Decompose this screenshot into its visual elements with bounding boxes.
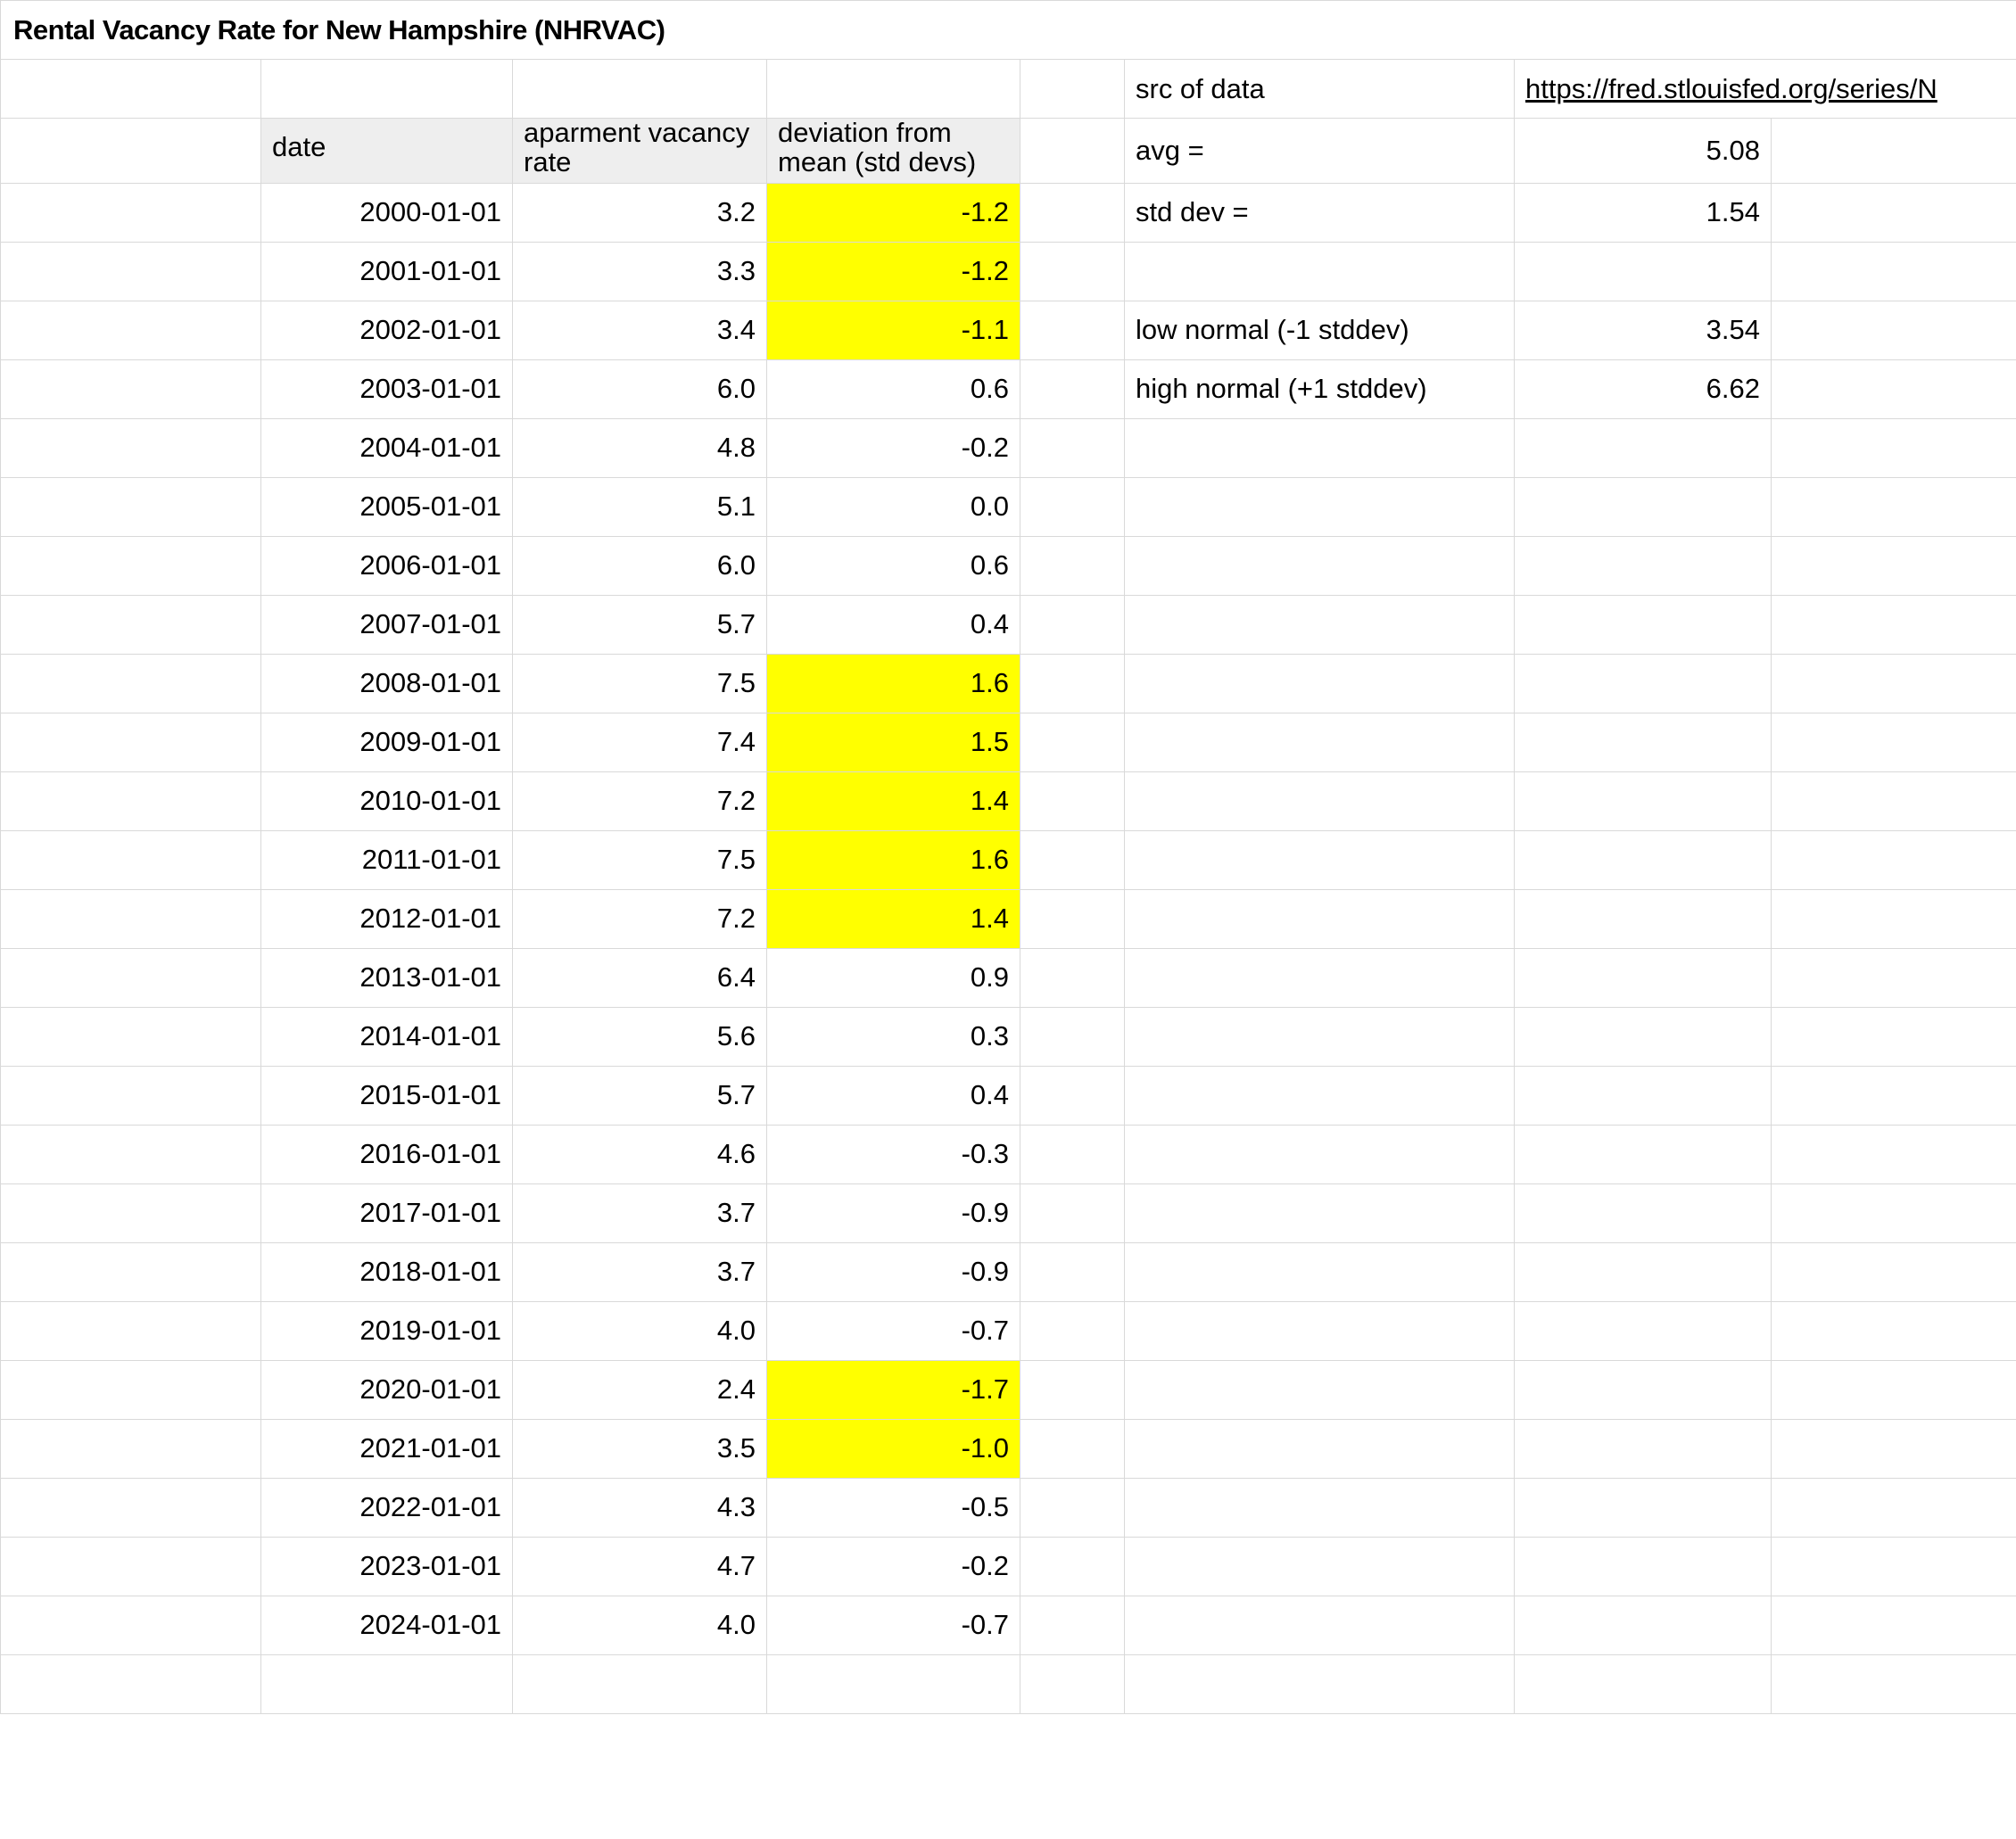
- cell-blank: [1515, 830, 1772, 889]
- cell-blank: [1, 536, 261, 595]
- cell-blank: [1772, 536, 2016, 595]
- cell-blank: [1515, 889, 1772, 948]
- cell-blank: [1125, 242, 1515, 301]
- cell-date: 2013-01-01: [261, 948, 513, 1007]
- cell-blank: [1020, 889, 1125, 948]
- cell-date: 2010-01-01: [261, 771, 513, 830]
- cell-date: 2008-01-01: [261, 654, 513, 713]
- cell-blank: [1125, 595, 1515, 654]
- cell-blank: [1, 1596, 261, 1654]
- cell-blank: [1772, 595, 2016, 654]
- stat-label: high normal (+1 stddev): [1125, 359, 1515, 418]
- cell-vacancy-rate: 3.4: [513, 301, 767, 359]
- cell-blank: [1020, 1242, 1125, 1301]
- stat-label: low normal (-1 stddev): [1125, 301, 1515, 359]
- cell-blank: [1772, 242, 2016, 301]
- source-label: src of data: [1125, 60, 1515, 119]
- table-row: [1, 1360, 2016, 1419]
- cell-vacancy-rate: 3.3: [513, 242, 767, 301]
- table-row: [1, 183, 2016, 242]
- cell-blank: [1515, 1066, 1772, 1125]
- cell-deviation: -1.7: [767, 1360, 1020, 1419]
- cell-date: 2005-01-01: [261, 477, 513, 536]
- cell-blank: [1, 1125, 261, 1183]
- cell-deviation: -0.5: [767, 1478, 1020, 1537]
- cell-blank: [261, 1654, 513, 1713]
- cell-deviation: -0.7: [767, 1596, 1020, 1654]
- table-row: [1, 1242, 2016, 1301]
- cell-deviation: -1.1: [767, 301, 1020, 359]
- cell-deviation: 0.6: [767, 359, 1020, 418]
- cell-blank: [1020, 948, 1125, 1007]
- cell-deviation: 1.5: [767, 713, 1020, 771]
- cell-blank: [1, 889, 261, 948]
- cell-blank: [1020, 595, 1125, 654]
- table-row: [1, 1419, 2016, 1478]
- cell-vacancy-rate: 3.5: [513, 1419, 767, 1478]
- cell-blank: [1515, 1596, 1772, 1654]
- cell-deviation: -1.2: [767, 242, 1020, 301]
- cell-blank: [1515, 654, 1772, 713]
- cell-blank: [1772, 889, 2016, 948]
- column-header-rate: aparment vacancy rate: [513, 119, 767, 184]
- cell-blank: [1515, 536, 1772, 595]
- cell-vacancy-rate: 4.3: [513, 1478, 767, 1537]
- cell-date: 2021-01-01: [261, 1419, 513, 1478]
- cell-blank: [1772, 119, 2016, 184]
- cell-vacancy-rate: 7.2: [513, 771, 767, 830]
- cell-blank: [1125, 654, 1515, 713]
- cell-vacancy-rate: 7.5: [513, 654, 767, 713]
- cell-blank: [1125, 1360, 1515, 1419]
- cell-blank: [1, 242, 261, 301]
- cell-blank: [261, 60, 513, 119]
- table-row: [1, 830, 2016, 889]
- cell-blank: [1515, 595, 1772, 654]
- cell-blank: [1125, 830, 1515, 889]
- table-row: [1, 595, 2016, 654]
- table-row: [1, 242, 2016, 301]
- cell-blank: [1125, 536, 1515, 595]
- cell-blank: [1125, 1301, 1515, 1360]
- cell-vacancy-rate: 7.2: [513, 889, 767, 948]
- cell-vacancy-rate: 5.7: [513, 1066, 767, 1125]
- cell-blank: [1125, 713, 1515, 771]
- cell-date: 2018-01-01: [261, 1242, 513, 1301]
- cell-blank: [1020, 1360, 1125, 1419]
- source-link[interactable]: https://fred.stlouisfed.org/series/N: [1515, 60, 2016, 119]
- cell-blank: [1020, 771, 1125, 830]
- cell-date: 2024-01-01: [261, 1596, 513, 1654]
- cell-blank: [1020, 60, 1125, 119]
- cell-blank: [1125, 1125, 1515, 1183]
- cell-deviation: -0.7: [767, 1301, 1020, 1360]
- cell-blank: [1772, 1301, 2016, 1360]
- cell-vacancy-rate: 6.4: [513, 948, 767, 1007]
- cell-blank: [1772, 1125, 2016, 1183]
- cell-blank: [1772, 1419, 2016, 1478]
- cell-blank: [1125, 1007, 1515, 1066]
- cell-blank: [1020, 1183, 1125, 1242]
- cell-vacancy-rate: 3.2: [513, 183, 767, 242]
- cell-blank: [1772, 359, 2016, 418]
- cell-blank: [1020, 1596, 1125, 1654]
- cell-blank: [1772, 1007, 2016, 1066]
- header-row: [1, 119, 2016, 184]
- cell-deviation: 0.9: [767, 948, 1020, 1007]
- cell-vacancy-rate: 4.0: [513, 1301, 767, 1360]
- cell-date: 2019-01-01: [261, 1301, 513, 1360]
- cell-blank: [1020, 1007, 1125, 1066]
- cell-blank: [1125, 418, 1515, 477]
- cell-date: 2017-01-01: [261, 1183, 513, 1242]
- cell-blank: [1515, 477, 1772, 536]
- stat-label: std dev =: [1125, 183, 1515, 242]
- cell-blank: [1772, 654, 2016, 713]
- cell-blank: [1772, 1066, 2016, 1125]
- cell-blank: [1515, 1242, 1772, 1301]
- cell-blank: [1020, 1537, 1125, 1596]
- cell-blank: [1125, 1478, 1515, 1537]
- table-row: [1, 1066, 2016, 1125]
- cell-blank: [1, 418, 261, 477]
- cell-deviation: 1.4: [767, 889, 1020, 948]
- grid-body: [1, 1, 2016, 184]
- cell-blank: [1, 1537, 261, 1596]
- cell-blank: [1515, 948, 1772, 1007]
- cell-blank: [1772, 1360, 2016, 1419]
- cell-blank: [1, 713, 261, 771]
- cell-blank: [1, 60, 261, 119]
- cell-deviation: -0.3: [767, 1125, 1020, 1183]
- cell-deviation: -1.2: [767, 183, 1020, 242]
- cell-blank: [1515, 1654, 1772, 1713]
- cell-blank: [1, 1419, 261, 1478]
- cell-date: 2001-01-01: [261, 242, 513, 301]
- cell-blank: [1, 771, 261, 830]
- cell-vacancy-rate: 4.0: [513, 1596, 767, 1654]
- cell-vacancy-rate: 4.6: [513, 1125, 767, 1183]
- cell-blank: [1515, 1183, 1772, 1242]
- cell-blank: [1772, 1654, 2016, 1713]
- cell-deviation: -0.2: [767, 418, 1020, 477]
- cell-blank: [1125, 771, 1515, 830]
- cell-blank: [1, 948, 261, 1007]
- table-row: [1, 654, 2016, 713]
- cell-blank: [1, 1478, 261, 1537]
- cell-blank: [1772, 301, 2016, 359]
- cell-blank: [1020, 830, 1125, 889]
- cell-blank: [1772, 183, 2016, 242]
- cell-blank: [1125, 1654, 1515, 1713]
- cell-blank: [1772, 418, 2016, 477]
- cell-blank: [1020, 1066, 1125, 1125]
- cell-blank: [1020, 536, 1125, 595]
- cell-deviation: 1.6: [767, 830, 1020, 889]
- table-row: [1, 1537, 2016, 1596]
- cell-blank: [513, 1654, 767, 1713]
- stat-value: 1.54: [1515, 183, 1772, 242]
- column-header-deviation: deviation from mean (std devs): [767, 119, 1020, 184]
- cell-blank: [1125, 477, 1515, 536]
- cell-date: 2000-01-01: [261, 183, 513, 242]
- cell-date: 2023-01-01: [261, 1537, 513, 1596]
- data-rows: [1, 183, 2016, 1713]
- cell-blank: [1125, 1066, 1515, 1125]
- cell-deviation: 1.6: [767, 654, 1020, 713]
- cell-date: 2012-01-01: [261, 889, 513, 948]
- cell-date: 2003-01-01: [261, 359, 513, 418]
- cell-date: 2015-01-01: [261, 1066, 513, 1125]
- cell-blank: [1772, 713, 2016, 771]
- cell-blank: [1020, 242, 1125, 301]
- cell-vacancy-rate: 3.7: [513, 1183, 767, 1242]
- cell-blank: [1515, 1478, 1772, 1537]
- cell-vacancy-rate: 3.7: [513, 1242, 767, 1301]
- table-row: [1, 1301, 2016, 1360]
- cell-deviation: -0.2: [767, 1537, 1020, 1596]
- cell-blank: [1020, 1419, 1125, 1478]
- cell-date: 2009-01-01: [261, 713, 513, 771]
- cell-vacancy-rate: 2.4: [513, 1360, 767, 1419]
- cell-date: 2004-01-01: [261, 418, 513, 477]
- cell-blank: [1772, 1183, 2016, 1242]
- cell-blank: [1020, 418, 1125, 477]
- cell-blank: [1772, 830, 2016, 889]
- cell-vacancy-rate: 5.1: [513, 477, 767, 536]
- cell-blank: [1125, 948, 1515, 1007]
- table-row: [1, 1596, 2016, 1654]
- cell-date: 2011-01-01: [261, 830, 513, 889]
- cell-blank: [1020, 301, 1125, 359]
- table-row: [1, 536, 2016, 595]
- cell-blank: [1, 1066, 261, 1125]
- cell-blank: [1020, 1125, 1125, 1183]
- cell-vacancy-rate: 6.0: [513, 359, 767, 418]
- cell-blank: [1515, 713, 1772, 771]
- cell-blank: [1515, 1125, 1772, 1183]
- table-row: [1, 771, 2016, 830]
- cell-deviation: 0.4: [767, 595, 1020, 654]
- cell-blank: [1772, 1242, 2016, 1301]
- table-row: [1, 301, 2016, 359]
- cell-blank: [1, 595, 261, 654]
- table-row: [1, 1125, 2016, 1183]
- column-header-date: date: [261, 119, 513, 184]
- cell-blank: [1, 654, 261, 713]
- table-row-empty: [1, 1654, 2016, 1713]
- table-row: [1, 359, 2016, 418]
- cell-vacancy-rate: 5.6: [513, 1007, 767, 1066]
- cell-blank: [1020, 713, 1125, 771]
- cell-blank: [1020, 1301, 1125, 1360]
- cell-blank: [1020, 654, 1125, 713]
- cell-deviation: 0.0: [767, 477, 1020, 536]
- cell-blank: [1125, 1242, 1515, 1301]
- cell-blank: [1, 119, 261, 184]
- cell-date: 2006-01-01: [261, 536, 513, 595]
- cell-deviation: -0.9: [767, 1183, 1020, 1242]
- table-row: [1, 1007, 2016, 1066]
- cell-blank: [1020, 183, 1125, 242]
- stat-value: 3.54: [1515, 301, 1772, 359]
- cell-blank: [1772, 1537, 2016, 1596]
- cell-blank: [1125, 1183, 1515, 1242]
- cell-blank: [1125, 889, 1515, 948]
- cell-blank: [1, 830, 261, 889]
- cell-blank: [1772, 948, 2016, 1007]
- cell-blank: [1515, 242, 1772, 301]
- avg-value: 5.08: [1515, 119, 1772, 184]
- cell-deviation: 0.6: [767, 536, 1020, 595]
- cell-deviation: -1.0: [767, 1419, 1020, 1478]
- source-row: [1, 60, 2016, 119]
- table-row: [1, 418, 2016, 477]
- cell-blank: [1125, 1537, 1515, 1596]
- cell-blank: [1772, 771, 2016, 830]
- cell-blank: [1772, 1478, 2016, 1537]
- cell-blank: [1, 1242, 261, 1301]
- cell-blank: [1020, 477, 1125, 536]
- cell-vacancy-rate: 4.7: [513, 1537, 767, 1596]
- cell-blank: [1, 1360, 261, 1419]
- table-row: [1, 1478, 2016, 1537]
- cell-date: 2016-01-01: [261, 1125, 513, 1183]
- table-row: [1, 713, 2016, 771]
- title-row: [1, 1, 2016, 60]
- cell-blank: [1, 183, 261, 242]
- cell-blank: [1515, 1360, 1772, 1419]
- cell-vacancy-rate: 7.4: [513, 713, 767, 771]
- cell-blank: [1515, 418, 1772, 477]
- cell-blank: [1515, 771, 1772, 830]
- cell-blank: [1, 1301, 261, 1360]
- cell-vacancy-rate: 4.8: [513, 418, 767, 477]
- page-title: Rental Vacancy Rate for New Hampshire (NHRVAC): [1, 1, 2016, 60]
- cell-blank: [1020, 119, 1125, 184]
- cell-blank: [1125, 1596, 1515, 1654]
- table-row: [1, 889, 2016, 948]
- cell-blank: [1772, 1596, 2016, 1654]
- cell-date: 2014-01-01: [261, 1007, 513, 1066]
- cell-blank: [1125, 1419, 1515, 1478]
- cell-blank: [767, 60, 1020, 119]
- cell-vacancy-rate: 5.7: [513, 595, 767, 654]
- cell-blank: [1, 359, 261, 418]
- cell-blank: [1, 1007, 261, 1066]
- cell-vacancy-rate: 6.0: [513, 536, 767, 595]
- stat-value: 6.62: [1515, 359, 1772, 418]
- cell-date: 2007-01-01: [261, 595, 513, 654]
- cell-blank: [1515, 1301, 1772, 1360]
- avg-label: avg =: [1125, 119, 1515, 184]
- cell-blank: [767, 1654, 1020, 1713]
- cell-blank: [1772, 477, 2016, 536]
- cell-date: 2022-01-01: [261, 1478, 513, 1537]
- cell-date: 2002-01-01: [261, 301, 513, 359]
- cell-deviation: 0.4: [767, 1066, 1020, 1125]
- cell-blank: [1515, 1537, 1772, 1596]
- cell-blank: [1515, 1419, 1772, 1478]
- cell-blank: [1020, 1654, 1125, 1713]
- cell-blank: [513, 60, 767, 119]
- cell-vacancy-rate: 7.5: [513, 830, 767, 889]
- cell-deviation: 0.3: [767, 1007, 1020, 1066]
- cell-blank: [1515, 1007, 1772, 1066]
- cell-deviation: -0.9: [767, 1242, 1020, 1301]
- table-row: [1, 1183, 2016, 1242]
- cell-blank: [1, 1183, 261, 1242]
- cell-deviation: 1.4: [767, 771, 1020, 830]
- cell-blank: [1, 301, 261, 359]
- cell-blank: [1020, 359, 1125, 418]
- table-row: [1, 948, 2016, 1007]
- cell-date: 2020-01-01: [261, 1360, 513, 1419]
- table-row: [1, 477, 2016, 536]
- cell-blank: [1, 1654, 261, 1713]
- cell-blank: [1020, 1478, 1125, 1537]
- cell-blank: [1, 477, 261, 536]
